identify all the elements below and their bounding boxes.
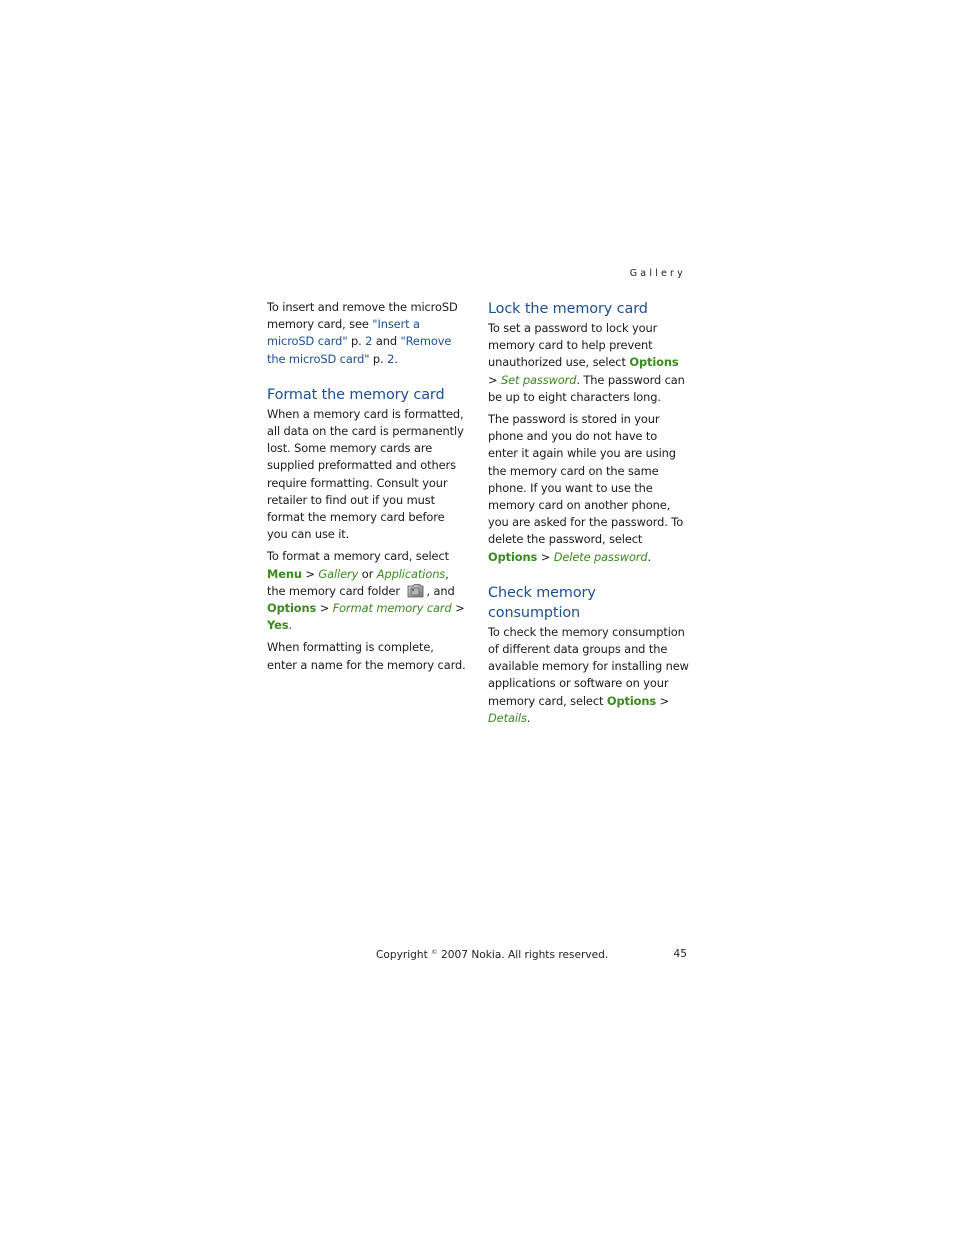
running-header: Gallery [629,268,686,279]
intro-paragraph: To insert and remove the microSD memory card, see "Insert a microSD card" p. 2 and "Remove the microSD card" p. 2. [267,300,458,366]
format-paragraph-2: To format a memory card, select Menu > Gallery or Applications, the memory card folder , and Options > Format memory card > Yes. [267,549,465,633]
heading-format-memory-card: Format the memory card [267,386,445,403]
left-column [267,299,467,679]
applications-keyword: Applications [376,566,446,581]
footer-copyright: Copyright © 2007 Nokia. All rights reserved. [376,948,609,961]
format-memory-card-keyword: Format memory card [332,601,452,616]
check-paragraph-1: To check the memory consumption of different data groups and the available memory for installing new applications or software on your memory card, select Options > Details. [488,624,689,725]
delete-password-keyword: Delete password [553,549,648,564]
lock-paragraph-2: The password is stored in your phone and you do not have to enter it again while you are using the memory card on the same phone. If you want to use the memory card on another phone, you are asked for the password. To delete the password, select Options > Delete password. [488,412,684,564]
format-paragraph-3: When formatting is complete, enter a name for the memory card. [267,640,466,672]
page-link-1[interactable]: 2 [365,334,373,349]
set-password-keyword: Set password [500,372,577,387]
format-paragraph-1: When a memory card is formatted, all data on the card is permanently lost. Some memory cards are supplied preformatted and others require formatting. Consult your retailer to find out if you must format the memory card before you can use it. [267,406,464,542]
heading-lock-memory-card: Lock the memory card [488,301,648,317]
options-keyword: Options [606,693,657,708]
details-keyword: Details [488,710,527,725]
page-number: 45 [673,948,687,960]
link-remove-microsd-card[interactable]: "Remove the microSD card" [267,334,452,366]
gallery-keyword: Gallery [318,566,359,581]
page-link-2[interactable]: 2 [387,351,395,366]
memory-card-folder-icon [407,583,424,598]
lock-paragraph-1: To set a password to lock your memory card to help prevent unauthorized use, select Options > Set password. The password can be up to eight characters long. [488,321,685,404]
options-keyword: Options [488,549,538,564]
heading-check-memory-consumption: Check memory consumption [488,584,596,621]
yes-keyword: Yes [267,618,289,633]
link-insert-microsd-card[interactable]: "Insert a microSD card" [267,317,420,349]
options-keyword: Options [629,355,679,370]
options-keyword: Options [267,601,317,616]
menu-keyword: Menu [267,566,302,581]
right-column [488,299,690,732]
